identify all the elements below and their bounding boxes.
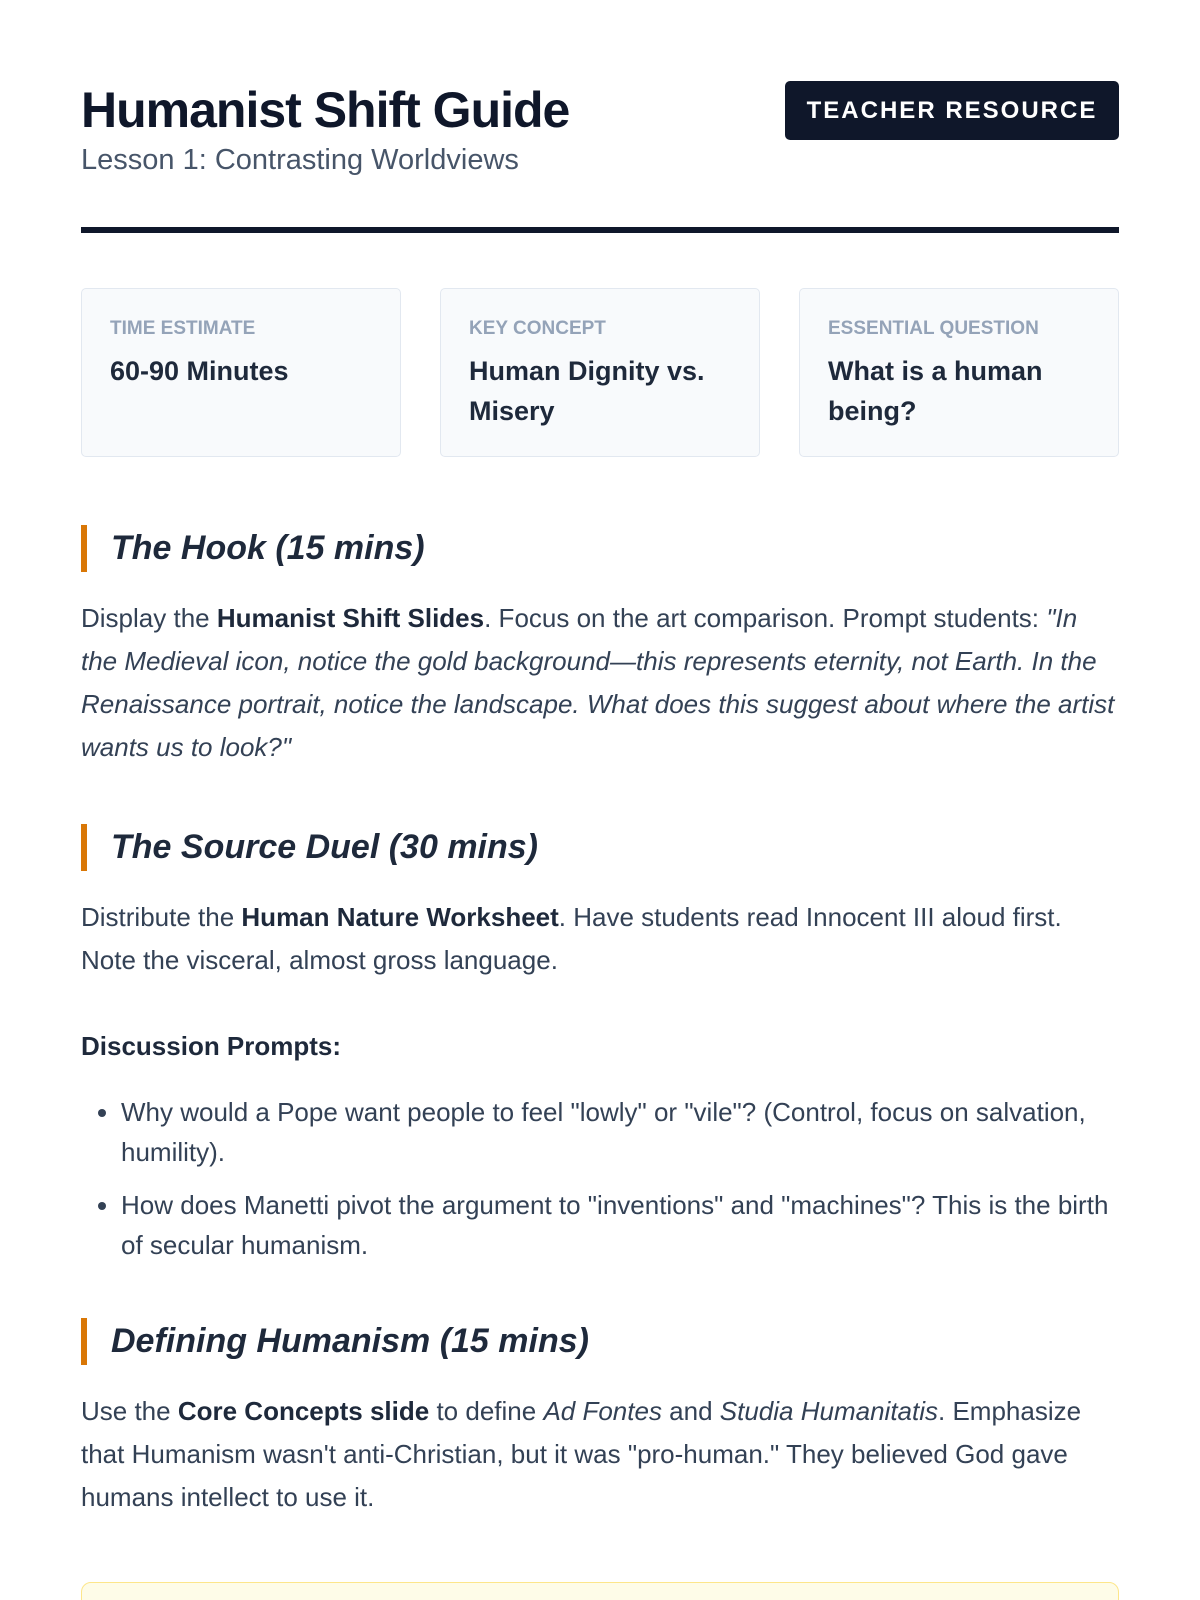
text-span: . Emphasize that Humanism wasn't anti-Christian, but it was "pro-human." They believed God gave humans intellect to use it. [81, 1396, 1082, 1512]
section-defining-humanism [81, 1318, 1119, 1519]
section-title: The Hook (15 mins) [111, 529, 425, 567]
text-span: . Have students read Innocent III aloud first. Note the visceral, almost gross language. [81, 902, 1062, 975]
discussion-prompts-list [81, 1092, 1119, 1265]
teacher-resource-badge: TEACHER RESOURCE [785, 81, 1119, 140]
card-label: KEY CONCEPT [469, 318, 606, 339]
term-ad-fontes: Ad Fontes [543, 1396, 662, 1426]
defining-paragraph [81, 1390, 1119, 1519]
hook-paragraph [81, 597, 1119, 769]
card-value: What is a human being? [828, 356, 1043, 426]
card-value: 60-90 Minutes [110, 356, 289, 386]
slides-reference: Humanist Shift Slides [216, 603, 485, 633]
term-studia-humanitatis: Studia Humanitatis [719, 1396, 939, 1426]
page-subtitle: Lesson 1: Contrasting Worldviews [81, 144, 519, 176]
section-heading [81, 824, 1119, 871]
text-span: Display the [81, 603, 217, 633]
callout-box [81, 1582, 1119, 1600]
section-title: Defining Humanism (15 mins) [111, 1322, 589, 1360]
section-source-duel [81, 824, 1119, 1265]
page-header [81, 0, 1119, 233]
card-value: Human Dignity vs. Misery [469, 356, 705, 426]
info-cards [81, 288, 1119, 457]
info-card-time [81, 288, 401, 457]
section-heading [81, 1318, 1119, 1365]
text-span: and [661, 1396, 720, 1426]
info-card-question [799, 288, 1119, 457]
core-concepts-reference: Core Concepts slide [177, 1396, 430, 1426]
section-hook [81, 525, 1119, 769]
text-span: to define [429, 1396, 544, 1426]
text-span: Distribute the [81, 902, 242, 932]
text-span: . Focus on the art comparison. Prompt students: [484, 603, 1047, 633]
page-title: Humanist Shift Guide [81, 82, 570, 138]
text-span: Use the [81, 1396, 178, 1426]
list-item: • Why would a Pope want people to feel "lowly" or "vile"? (Control, focus on salvation, humility). [121, 1092, 1119, 1172]
worksheet-reference: Human Nature Worksheet [241, 902, 559, 932]
info-card-concept [440, 288, 760, 457]
duel-paragraph [81, 896, 1119, 982]
section-title: The Source Duel (30 mins) [111, 828, 538, 866]
card-label: ESSENTIAL QUESTION [828, 318, 1039, 339]
prompt-quote: "In the Medieval icon, notice the gold background—this represents eternity, not Earth. In the Renaissance portrait, notice the landscape. What does this suggest about where the artist wants us to look?" [81, 603, 1115, 762]
section-heading [81, 525, 1119, 572]
card-label: TIME ESTIMATE [110, 318, 256, 339]
discussion-prompts-label: Discussion Prompts: [81, 1031, 342, 1061]
list-item: • How does Manetti pivot the argument to "inventions" and "machines"? This is the birth of secular humanism. [121, 1185, 1119, 1265]
